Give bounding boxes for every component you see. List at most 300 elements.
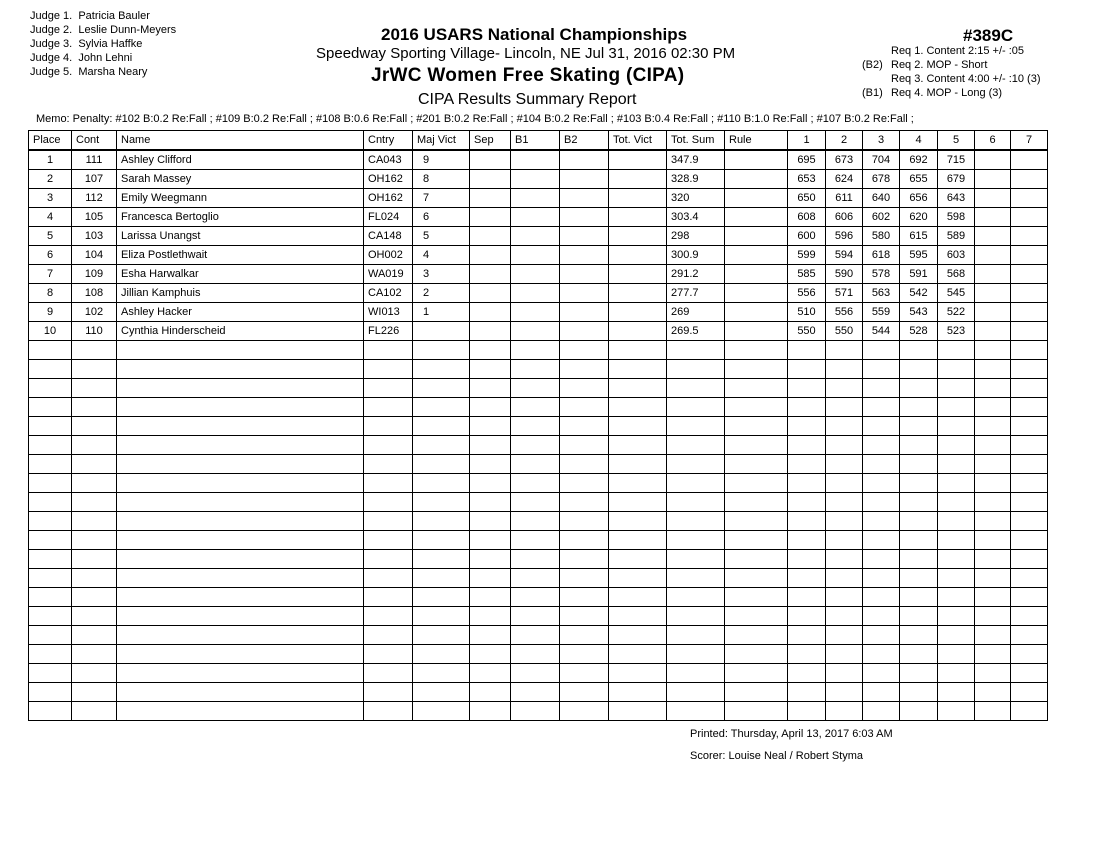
table-row xyxy=(29,150,1048,170)
table-cell xyxy=(511,284,560,303)
table-cell xyxy=(511,512,560,531)
table-cell xyxy=(609,512,667,531)
table-cell: 606 xyxy=(826,208,863,227)
table-cell xyxy=(29,683,72,702)
table-cell xyxy=(725,683,788,702)
table-cell xyxy=(725,341,788,360)
table-cell xyxy=(975,284,1011,303)
table-cell xyxy=(511,227,560,246)
table-cell xyxy=(863,588,900,607)
table-cell xyxy=(470,170,511,189)
table-cell xyxy=(788,588,826,607)
table-cell xyxy=(609,607,667,626)
table-cell xyxy=(470,208,511,227)
table-cell: CA102 xyxy=(364,284,413,303)
table-cell: FL226 xyxy=(364,322,413,341)
table-cell xyxy=(609,170,667,189)
table-cell xyxy=(470,246,511,265)
column-header: Cont xyxy=(72,131,117,151)
table-cell: 4 xyxy=(413,246,470,265)
table-cell xyxy=(560,455,609,474)
table-cell xyxy=(826,474,863,493)
table-cell xyxy=(1011,303,1048,322)
table-cell xyxy=(72,645,117,664)
table-cell: OH162 xyxy=(364,189,413,208)
table-cell xyxy=(470,474,511,493)
judge-name: John Lehni xyxy=(78,52,133,64)
table-cell xyxy=(667,474,725,493)
empty-table-row xyxy=(29,512,1048,531)
table-cell: 589 xyxy=(938,227,975,246)
column-header: B1 xyxy=(511,131,560,151)
judge-entry xyxy=(30,37,176,51)
table-cell xyxy=(609,341,667,360)
table-cell: 695 xyxy=(788,150,826,170)
table-cell: 102 xyxy=(72,303,117,322)
table-cell xyxy=(900,417,938,436)
table-cell xyxy=(470,569,511,588)
table-cell xyxy=(511,683,560,702)
table-cell xyxy=(117,341,364,360)
table-cell xyxy=(470,455,511,474)
table-cell xyxy=(725,398,788,417)
table-cell xyxy=(511,493,560,512)
table-cell xyxy=(900,493,938,512)
requirement-text: Req 2. MOP - Short xyxy=(891,59,988,71)
table-cell xyxy=(609,208,667,227)
table-cell xyxy=(364,569,413,588)
table-cell xyxy=(900,702,938,721)
table-cell xyxy=(413,569,470,588)
table-cell xyxy=(667,531,725,550)
table-cell: 5 xyxy=(29,227,72,246)
table-cell xyxy=(863,607,900,626)
table-cell: 568 xyxy=(938,265,975,284)
table-cell xyxy=(863,645,900,664)
column-header: 4 xyxy=(900,131,938,151)
column-header: Tot. Sum xyxy=(667,131,725,151)
table-cell: 550 xyxy=(788,322,826,341)
table-cell xyxy=(667,512,725,531)
table-cell xyxy=(413,322,470,341)
table-cell xyxy=(667,493,725,512)
column-header: Cntry xyxy=(364,131,413,151)
table-cell xyxy=(938,626,975,645)
table-cell xyxy=(788,360,826,379)
table-cell xyxy=(29,588,72,607)
table-cell xyxy=(667,683,725,702)
table-cell xyxy=(117,398,364,417)
table-cell xyxy=(72,417,117,436)
table-cell xyxy=(117,379,364,398)
table-cell xyxy=(667,626,725,645)
table-cell xyxy=(511,474,560,493)
table-cell xyxy=(667,645,725,664)
table-cell xyxy=(511,626,560,645)
table-cell xyxy=(938,379,975,398)
table-cell xyxy=(725,284,788,303)
table-cell xyxy=(364,550,413,569)
table-cell: 4 xyxy=(29,208,72,227)
table-cell: 640 xyxy=(863,189,900,208)
table-cell xyxy=(975,607,1011,626)
table-cell xyxy=(609,322,667,341)
table-cell xyxy=(29,607,72,626)
table-cell xyxy=(863,417,900,436)
table-cell xyxy=(609,360,667,379)
table-cell xyxy=(609,417,667,436)
table-cell xyxy=(72,569,117,588)
empty-table-row xyxy=(29,379,1048,398)
table-cell xyxy=(511,341,560,360)
table-cell xyxy=(1011,607,1048,626)
table-cell xyxy=(72,626,117,645)
table-cell xyxy=(511,531,560,550)
table-cell: 598 xyxy=(938,208,975,227)
table-cell xyxy=(975,702,1011,721)
table-cell xyxy=(117,474,364,493)
table-cell xyxy=(975,436,1011,455)
table-cell xyxy=(788,531,826,550)
table-cell xyxy=(560,588,609,607)
table-cell xyxy=(725,455,788,474)
table-cell xyxy=(72,664,117,683)
table-cell xyxy=(72,702,117,721)
table-cell xyxy=(609,683,667,702)
table-cell: 10 xyxy=(29,322,72,341)
table-cell xyxy=(560,265,609,284)
table-cell: Cynthia Hinderscheid xyxy=(117,322,364,341)
table-cell xyxy=(511,246,560,265)
table-cell xyxy=(938,645,975,664)
table-cell xyxy=(975,455,1011,474)
table-cell xyxy=(938,550,975,569)
table-cell xyxy=(29,379,72,398)
table-cell xyxy=(826,512,863,531)
table-cell: 559 xyxy=(863,303,900,322)
table-cell xyxy=(609,284,667,303)
judge-label: Judge 5. xyxy=(30,66,73,78)
table-cell xyxy=(609,474,667,493)
table-cell: 291.2 xyxy=(667,265,725,284)
table-cell: 673 xyxy=(826,150,863,170)
empty-table-row xyxy=(29,493,1048,512)
table-cell xyxy=(609,265,667,284)
table-cell xyxy=(725,417,788,436)
table-cell xyxy=(667,550,725,569)
table-cell xyxy=(413,398,470,417)
table-cell xyxy=(470,436,511,455)
column-header: 6 xyxy=(975,131,1011,151)
column-header: Sep xyxy=(470,131,511,151)
table-cell xyxy=(364,455,413,474)
table-cell xyxy=(826,341,863,360)
table-cell xyxy=(826,379,863,398)
table-cell xyxy=(938,664,975,683)
table-cell xyxy=(470,303,511,322)
table-cell xyxy=(788,417,826,436)
table-cell xyxy=(511,645,560,664)
table-cell xyxy=(863,531,900,550)
venue-line: Speedway Sporting Village- Lincoln, NE Jul 31, 2016 02:30 PM xyxy=(316,45,736,62)
table-cell: 298 xyxy=(667,227,725,246)
table-cell xyxy=(826,550,863,569)
table-cell xyxy=(938,474,975,493)
table-cell xyxy=(29,341,72,360)
table-cell xyxy=(1011,683,1048,702)
table-cell xyxy=(900,683,938,702)
judge-name: Marsha Neary xyxy=(78,66,148,78)
table-cell xyxy=(511,398,560,417)
table-cell xyxy=(1011,531,1048,550)
table-cell: 594 xyxy=(826,246,863,265)
table-cell: 580 xyxy=(863,227,900,246)
judge-label: Judge 3. xyxy=(30,38,73,50)
table-cell: WA019 xyxy=(364,265,413,284)
judge-name: Sylvia Haffke xyxy=(78,38,143,50)
judge-label: Judge 2. xyxy=(30,24,73,36)
table-cell xyxy=(72,512,117,531)
table-cell: 542 xyxy=(900,284,938,303)
table-cell: 7 xyxy=(413,189,470,208)
table-cell: Ashley Hacker xyxy=(117,303,364,322)
table-cell xyxy=(511,150,560,170)
table-cell xyxy=(560,645,609,664)
table-cell xyxy=(29,436,72,455)
table-cell xyxy=(667,455,725,474)
table-cell xyxy=(975,265,1011,284)
table-cell xyxy=(413,474,470,493)
table-cell xyxy=(667,341,725,360)
table-cell xyxy=(975,683,1011,702)
table-cell xyxy=(975,512,1011,531)
column-header: Tot. Vict xyxy=(609,131,667,151)
table-cell: Eliza Postlethwait xyxy=(117,246,364,265)
judge-label: Judge 4. xyxy=(30,52,73,64)
table-cell: 704 xyxy=(863,150,900,170)
table-cell: 5 xyxy=(413,227,470,246)
table-cell xyxy=(413,531,470,550)
table-cell xyxy=(725,607,788,626)
table-cell: 277.7 xyxy=(667,284,725,303)
table-cell: 545 xyxy=(938,284,975,303)
table-cell xyxy=(938,341,975,360)
table-cell: 596 xyxy=(826,227,863,246)
table-cell xyxy=(470,607,511,626)
table-cell xyxy=(364,664,413,683)
table-cell xyxy=(900,512,938,531)
column-header: Name xyxy=(117,131,364,151)
table-cell xyxy=(826,493,863,512)
table-cell xyxy=(29,398,72,417)
table-cell: OH162 xyxy=(364,170,413,189)
column-header: B2 xyxy=(560,131,609,151)
table-cell: 715 xyxy=(938,150,975,170)
column-header: Place xyxy=(29,131,72,151)
table-cell xyxy=(511,208,560,227)
table-cell xyxy=(975,360,1011,379)
table-row xyxy=(29,208,1048,227)
table-cell xyxy=(900,607,938,626)
table-cell xyxy=(975,417,1011,436)
table-cell xyxy=(975,626,1011,645)
table-cell xyxy=(788,607,826,626)
table-cell: 550 xyxy=(826,322,863,341)
table-cell xyxy=(667,436,725,455)
judge-entry xyxy=(30,51,176,65)
table-cell xyxy=(29,474,72,493)
table-cell: 590 xyxy=(826,265,863,284)
table-cell xyxy=(1011,170,1048,189)
table-cell xyxy=(560,284,609,303)
empty-table-row xyxy=(29,341,1048,360)
table-cell xyxy=(29,512,72,531)
table-cell xyxy=(863,398,900,417)
table-cell: 544 xyxy=(863,322,900,341)
table-cell xyxy=(29,455,72,474)
table-cell xyxy=(1011,588,1048,607)
table-cell xyxy=(863,341,900,360)
scorer-line: Scorer: Louise Neal / Robert Styma xyxy=(690,750,864,762)
table-cell: 650 xyxy=(788,189,826,208)
table-cell xyxy=(364,683,413,702)
empty-table-row xyxy=(29,455,1048,474)
table-cell xyxy=(826,531,863,550)
table-cell xyxy=(938,493,975,512)
requirement-entry xyxy=(862,44,1041,58)
table-cell xyxy=(1011,150,1048,170)
table-row xyxy=(29,227,1048,246)
table-cell xyxy=(938,683,975,702)
table-cell xyxy=(609,626,667,645)
table-cell xyxy=(29,531,72,550)
table-cell xyxy=(863,379,900,398)
table-cell xyxy=(511,379,560,398)
table-cell xyxy=(900,550,938,569)
table-cell: 2 xyxy=(29,170,72,189)
table-cell xyxy=(975,379,1011,398)
table-cell xyxy=(667,569,725,588)
table-cell xyxy=(975,645,1011,664)
table-cell xyxy=(72,531,117,550)
table-cell xyxy=(117,550,364,569)
table-cell xyxy=(1011,265,1048,284)
table-cell xyxy=(29,664,72,683)
table-cell xyxy=(560,322,609,341)
table-cell xyxy=(1011,341,1048,360)
table-cell: 3 xyxy=(29,189,72,208)
table-cell xyxy=(560,246,609,265)
memo-line: Memo: Penalty: #102 B:0.2 Re:Fall ; #109 B:0.2 Re:Fall ; #108 B:0.6 Re:Fall ; #201 B:0.2 Re:Fall ; #104 B:0.2 Re:Fall ; #103 B:0.4 Re:Fall ; #110 B:1.0 Re:Fall ; #107 B:0.2 Re:Fall ; xyxy=(36,113,914,125)
table-cell xyxy=(1011,189,1048,208)
table-cell xyxy=(609,150,667,170)
table-cell xyxy=(511,588,560,607)
table-cell: 678 xyxy=(863,170,900,189)
requirement-entry xyxy=(862,58,1041,72)
table-cell xyxy=(560,626,609,645)
judge-entry xyxy=(30,65,176,79)
table-cell xyxy=(413,436,470,455)
table-cell xyxy=(900,379,938,398)
table-cell xyxy=(1011,569,1048,588)
table-cell xyxy=(609,379,667,398)
table-cell: CA043 xyxy=(364,150,413,170)
table-cell xyxy=(938,436,975,455)
table-cell xyxy=(725,588,788,607)
table-cell xyxy=(667,702,725,721)
table-cell xyxy=(788,626,826,645)
table-cell xyxy=(364,626,413,645)
table-cell xyxy=(72,436,117,455)
table-cell xyxy=(609,569,667,588)
table-cell: 9 xyxy=(29,303,72,322)
table-cell xyxy=(470,512,511,531)
table-cell: 591 xyxy=(900,265,938,284)
table-cell xyxy=(938,360,975,379)
table-cell xyxy=(609,645,667,664)
table-cell xyxy=(29,360,72,379)
table-cell xyxy=(900,626,938,645)
table-cell xyxy=(364,360,413,379)
table-cell: 347.9 xyxy=(667,150,725,170)
table-cell: 602 xyxy=(863,208,900,227)
table-cell xyxy=(788,493,826,512)
table-cell xyxy=(975,246,1011,265)
event-name: JrWC Women Free Skating (CIPA) xyxy=(371,65,685,86)
table-cell xyxy=(788,664,826,683)
table-cell xyxy=(938,588,975,607)
table-cell xyxy=(863,626,900,645)
table-cell xyxy=(1011,512,1048,531)
table-cell xyxy=(117,607,364,626)
table-cell xyxy=(788,379,826,398)
judge-label: Judge 1. xyxy=(30,10,73,22)
table-cell xyxy=(470,265,511,284)
table-cell: Ashley Clifford xyxy=(117,150,364,170)
table-cell xyxy=(863,664,900,683)
table-cell: 269 xyxy=(667,303,725,322)
table-cell xyxy=(788,436,826,455)
table-cell xyxy=(667,664,725,683)
table-cell xyxy=(788,474,826,493)
table-cell: 600 xyxy=(788,227,826,246)
table-cell xyxy=(609,550,667,569)
table-cell xyxy=(788,341,826,360)
table-cell xyxy=(117,626,364,645)
table-cell xyxy=(117,512,364,531)
table-cell xyxy=(413,607,470,626)
table-cell xyxy=(511,607,560,626)
table-cell xyxy=(788,569,826,588)
table-cell xyxy=(1011,626,1048,645)
table-cell: Esha Harwalkar xyxy=(117,265,364,284)
table-cell xyxy=(413,417,470,436)
table-cell xyxy=(826,664,863,683)
table-cell: Jillian Kamphuis xyxy=(117,284,364,303)
table-cell xyxy=(609,189,667,208)
table-cell xyxy=(900,474,938,493)
table-cell xyxy=(900,398,938,417)
table-cell xyxy=(1011,284,1048,303)
table-cell xyxy=(938,531,975,550)
table-cell: 269.5 xyxy=(667,322,725,341)
table-cell: 1 xyxy=(413,303,470,322)
table-cell xyxy=(900,360,938,379)
table-cell xyxy=(938,569,975,588)
table-cell xyxy=(470,702,511,721)
table-cell: 109 xyxy=(72,265,117,284)
table-cell xyxy=(788,645,826,664)
